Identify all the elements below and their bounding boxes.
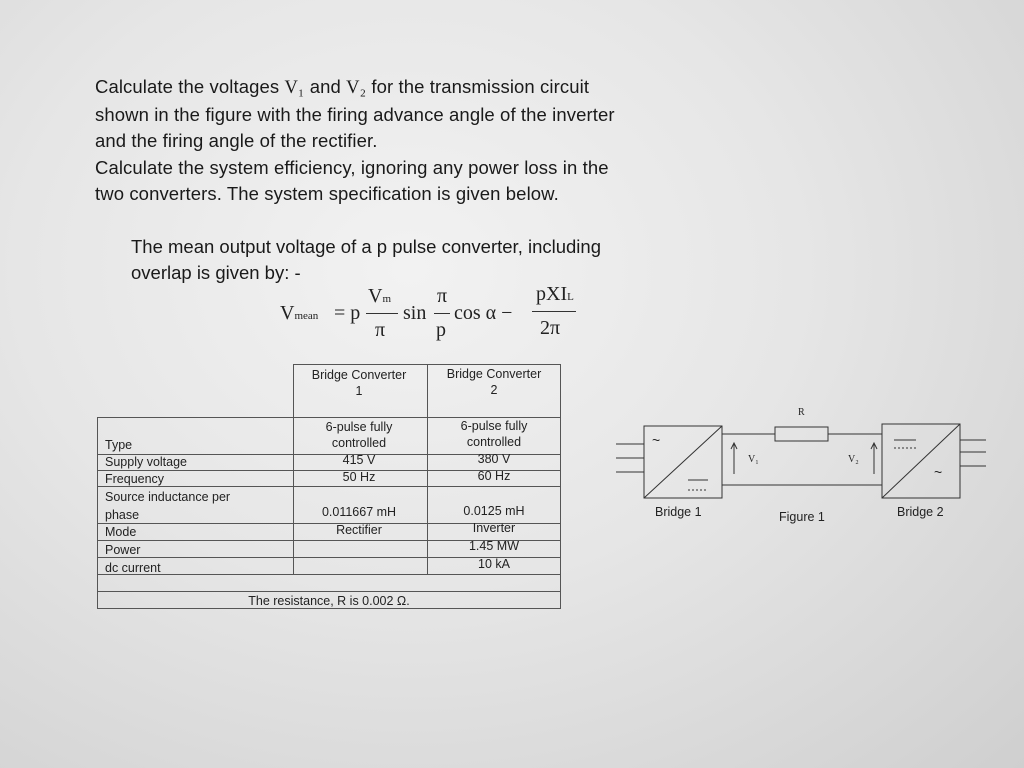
figure-1: [612, 402, 992, 532]
problem-line-2: shown in the figure with the firing advance angle of the inverter: [95, 103, 615, 125]
v1-symbol: V₁: [284, 78, 305, 98]
mean-voltage-formula: [278, 282, 598, 352]
b2-inductance: 0.0125 mH: [463, 504, 525, 518]
b1-mode: Rectifier: [336, 523, 382, 537]
label-mode: Mode: [105, 525, 137, 539]
label-dc-current: dc current: [105, 561, 161, 575]
v2-label: V₂: [848, 454, 859, 465]
formula-intro: [131, 234, 731, 286]
formula-f1-den: π: [375, 319, 386, 341]
formula-f1-bar: [366, 313, 398, 314]
b1-type-1: 6-pulse fully: [325, 420, 393, 434]
formula-f1-num: Vm: [368, 285, 392, 307]
formula-f2-num: π: [437, 285, 448, 307]
bridge-2-label: Bridge 2: [897, 505, 944, 519]
problem-line-3: and the firing angle of the rectifier.: [95, 130, 378, 151]
formula-sin: sin: [403, 302, 427, 324]
resistance-note: The resistance, R is 0.002 Ω.: [248, 594, 410, 608]
b1-frequency: 50 Hz: [342, 470, 376, 484]
header-bridge-2: Bridge Converter: [446, 367, 542, 381]
problem-line-5: two converters. The system specification is given below.: [95, 183, 559, 204]
ac-symbol-bridge-1: ~: [652, 432, 661, 448]
problem-line-4: Calculate the system efficiency, ignoring any power loss in the: [95, 156, 609, 178]
v1-label: V₁: [748, 454, 759, 465]
b2-type-1: 6-pulse fully: [460, 419, 528, 433]
b1-voltage: 415 V: [342, 453, 376, 467]
formula-f3-bar: [532, 311, 576, 312]
ac-symbol-bridge-2: ~: [934, 464, 943, 480]
b1-type-2: controlled: [331, 436, 387, 450]
label-type: Type: [105, 438, 133, 452]
problem-line-1: Calculate the voltages V₁ and V₂ for the transmission circuit: [95, 76, 590, 98]
formula-equals: = p: [334, 302, 361, 324]
problem-statement: [95, 74, 735, 208]
label-power: Power: [105, 543, 141, 557]
label-source-inductance: Source inductance per: [105, 490, 231, 504]
b1-inductance: 0.011667 mH: [321, 505, 397, 519]
b2-mode: Inverter: [472, 521, 516, 535]
formula-f3-num: pXIL: [536, 283, 574, 305]
b2-power: 1.45 MW: [468, 539, 519, 553]
formula-lhs: Vmean: [280, 302, 319, 324]
formula-f2-bar: [434, 313, 450, 314]
figure-caption: Figure 1: [779, 510, 825, 524]
v2-symbol: V₂: [346, 78, 367, 98]
b2-current: 10 kA: [478, 557, 510, 571]
header-bridge-2-num: 2: [490, 383, 498, 397]
specification-table: [97, 364, 563, 609]
label-frequency: Frequency: [105, 472, 165, 486]
intro-line-1: The mean output voltage of a p pulse converter, including: [131, 236, 601, 257]
resistor-label: R: [798, 407, 805, 418]
header-bridge-1-num: 1: [355, 384, 363, 398]
header-bridge-1: Bridge Converter: [311, 368, 407, 382]
b2-type-2: controlled: [466, 435, 522, 449]
label-supply-voltage: Supply voltage: [105, 455, 188, 469]
label-phase: phase: [105, 508, 140, 522]
bridge-1-label: Bridge 1: [655, 505, 702, 519]
b2-voltage: 380 V: [477, 452, 511, 466]
resistor-r: [775, 427, 828, 441]
formula-f3-den: 2π: [540, 317, 561, 339]
formula-cos: cos α −: [454, 302, 513, 324]
formula-f2-den: p: [436, 319, 446, 341]
intro-line-2: overlap is given by: -: [131, 262, 301, 283]
b2-frequency: 60 Hz: [477, 469, 511, 483]
